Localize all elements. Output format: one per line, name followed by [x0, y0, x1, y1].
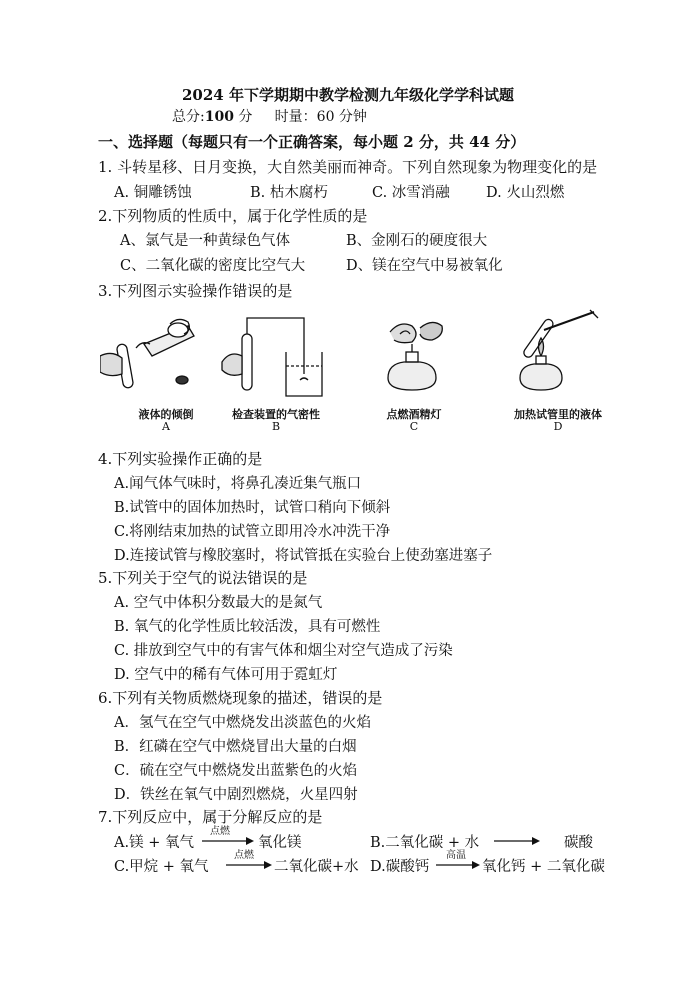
q2-option-b: B、金刚石的硬度很大: [346, 233, 488, 249]
figure-b-airtightness-check: [212, 310, 332, 400]
q7-option-d-products: 氧化钙 + 二氧化碳: [482, 859, 605, 875]
figure-c-label: C: [409, 420, 419, 433]
q7-option-b-reactants: B.二氧化碳 + 水: [370, 835, 480, 851]
q7-option-c-reactants: C.甲烷 + 氧气: [114, 859, 209, 875]
q7-option-a-product: 氧化镁: [258, 835, 302, 851]
q7-option-d-arrow-icon: [436, 860, 480, 870]
q7-option-d-reactant: D.碳酸钙: [370, 859, 430, 875]
q1-option-c: C. 冰雪消融: [372, 185, 450, 201]
q5-option-b: B. 氧气的化学性质比较活泼，具有可燃性: [114, 619, 381, 635]
figure-a-caption: 液体的倾倒: [138, 408, 194, 421]
figure-d-caption: 加热试管里的液体: [514, 408, 602, 421]
figure-c-caption: 点燃酒精灯: [386, 408, 442, 421]
q5-option-d: D. 空气中的稀有气体可用于霓虹灯: [114, 667, 338, 683]
q7-option-d-condition: 高温: [446, 850, 466, 861]
section-heading: 一、选择题（每题只有一个正确答案，每小题 2 分，共 44 分）: [98, 133, 526, 151]
q5-option-c: C. 排放到空气中的有害气体和烟尘对空气造成了污染: [114, 643, 453, 659]
figure-d-heating-test-tube: [498, 308, 608, 400]
exam-meta: [172, 106, 367, 126]
time-limit: 时量：60 分钟: [274, 109, 367, 125]
q4-stem: 4.下列实验操作正确的是: [98, 450, 263, 468]
q7-option-a-arrow-icon: [202, 836, 254, 846]
figure-b-label: B: [271, 420, 281, 433]
figure-c-alcohol-lamp: [370, 314, 460, 400]
q3-stem: 3.下列图示实验操作错误的是: [98, 282, 293, 300]
figure-a-pouring-liquid: [100, 316, 210, 396]
score-value: 100: [204, 109, 234, 125]
score-unit: 分: [238, 109, 253, 125]
q6-option-d: D．铁丝在氧气中剧烈燃烧，火星四射: [114, 787, 358, 803]
q7-option-b-product: 碳酸: [564, 835, 593, 851]
q6-stem: 6.下列有关物质燃烧现象的描述，错误的是: [98, 689, 383, 707]
q5-stem: 5.下列关于空气的说法错误的是: [98, 569, 308, 587]
q6-option-a: A．氢气在空气中燃烧发出淡蓝色的火焰: [114, 715, 371, 731]
q1-option-d: D. 火山烈燃: [486, 185, 565, 201]
q4-option-c: C.将刚结束加热的试管立即用冷水冲洗干净: [114, 524, 391, 540]
q2-stem: 2.下列物质的性质中，属于化学性质的是: [98, 207, 368, 225]
q5-option-a: A. 空气中体积分数最大的是氮气: [114, 595, 323, 611]
q7-option-a-condition: 点燃: [210, 826, 230, 837]
q4-option-d: D.连接试管与橡胶塞时，将试管抵在实验台上使劲塞进塞子: [114, 548, 493, 564]
q4-option-a: A.闻气体气味时，将鼻孔凑近集气瓶口: [114, 476, 362, 492]
q6-option-b: B．红磷在空气中燃烧冒出大量的白烟: [114, 739, 357, 755]
q2-option-d: D、镁在空气中易被氧化: [346, 258, 503, 274]
q7-option-a-reactants: A.镁 + 氧气: [114, 835, 194, 851]
q4-option-b: B.试管中的固体加热时，试管口稍向下倾斜: [114, 500, 391, 516]
q7-stem: 7.下列反应中，属于分解反应的是: [98, 808, 323, 826]
score-label: 总分:: [172, 109, 205, 125]
q2-option-a: A、氯气是一种黄绿色气体: [120, 233, 290, 249]
q1-option-a: A. 铜雕锈蚀: [114, 185, 192, 201]
q2-option-c: C、二氧化碳的密度比空气大: [120, 258, 306, 274]
figure-b-caption: 检查装置的气密性: [232, 408, 320, 421]
q7-option-c-products: 二氧化碳+水: [274, 859, 359, 875]
q7-option-b-arrow-icon: [494, 836, 540, 846]
figure-a-label: A: [162, 420, 170, 433]
q1-option-b: B. 枯木腐朽: [250, 185, 328, 201]
q7-option-c-arrow-icon: [226, 860, 272, 870]
q7-option-c-condition: 点燃: [234, 850, 254, 861]
q6-option-c: C．硫在空气中燃烧发出蓝紫色的火焰: [114, 763, 358, 779]
page-title: 2024 年下学期期中教学检测九年级化学学科试题: [182, 86, 514, 104]
figure-d-label: D: [553, 420, 563, 433]
q1-stem: 1. 斗转星移、日月变换，大自然美丽而神奇。下列自然现象为物理变化的是: [98, 158, 598, 176]
